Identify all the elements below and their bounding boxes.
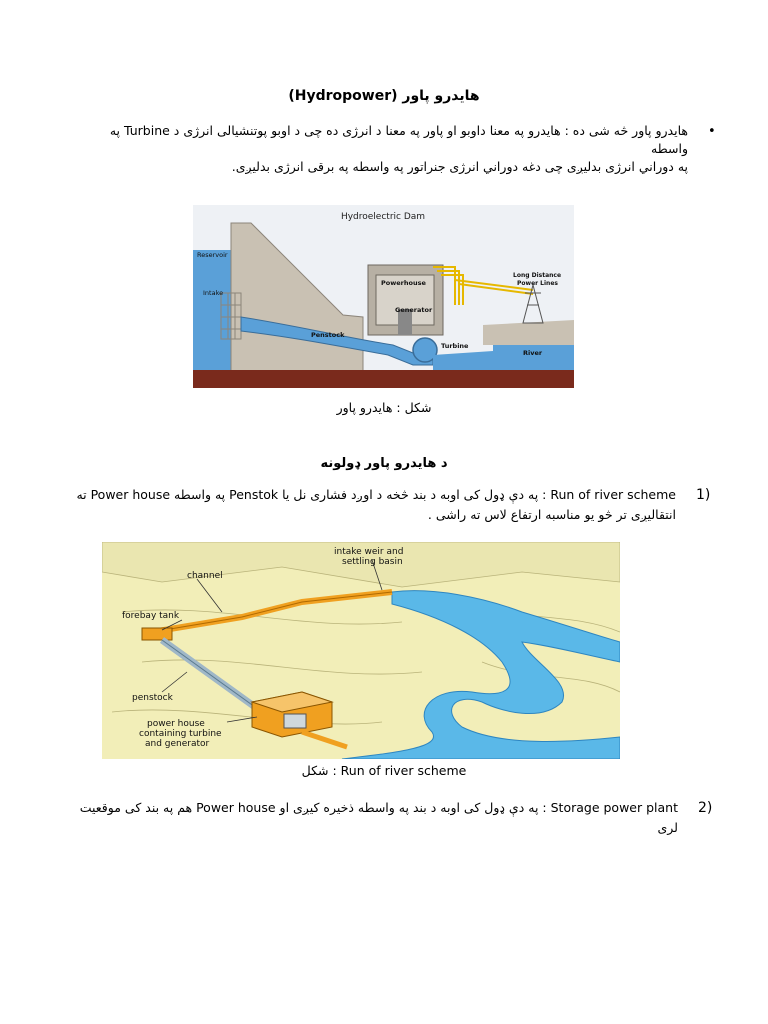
fig2-label-powerhouse-1: power house [147, 719, 205, 729]
fig1-label-turbine: Turbine [441, 342, 469, 350]
item-1-line-1: Run of river scheme : په دې ډول کی اوبه د بند څخه د اوږد فشاری نل یا Penstok په واسطه Power house ته [76, 487, 676, 502]
page-title: هایدرو پاور (Hydropower) [288, 88, 480, 104]
item-1-number: 1) [696, 487, 711, 503]
fig1-label-intake: Intake [203, 289, 224, 297]
item-1-text [70, 485, 676, 525]
intro-line-2: په دوراني انرژی بدلیږی چی دغه دوراني انرژی جنراتور په واسطه په برقی انرژی بدلیږی. [231, 159, 688, 174]
fig1-title: Hydroelectric Dam [340, 212, 426, 222]
fig1-label-lines-1: Long Distance [513, 272, 562, 279]
fig2-label-intake-2: settling basin [342, 557, 403, 567]
fig2-label-powerhouse-3: and generator [145, 739, 210, 749]
intro-paragraph [88, 122, 688, 176]
fig2-label-forebay: forebay tank [122, 611, 180, 621]
item-2-number: 2) [698, 800, 713, 816]
figure-1-caption: شکل : هایدرو پاور [336, 400, 432, 415]
fig1-label-penstock: Penstock [311, 331, 345, 339]
section-heading: د هایدرو پاور ډولونه [320, 456, 448, 471]
item-2-line-2: لری [657, 820, 678, 835]
hydroelectric-dam-figure [193, 205, 574, 388]
fig1-label-powerhouse: Powerhouse [381, 279, 426, 287]
fig2-label-penstock: penstock [132, 693, 173, 703]
item-2-text [66, 798, 678, 838]
fig1-label-reservoir: Reservoir [197, 251, 228, 259]
fig1-label-lines-2: Power Lines [517, 280, 558, 287]
fig1-label-river: River [523, 349, 543, 357]
fig1-label-generator: Generator [395, 306, 433, 314]
item-1-line-2: انتقالیږی تر څو یو مناسبه ارتفاع لاس ته راشی . [427, 507, 676, 522]
intro-line-1: هایدرو پاور څه شی ده : هایدرو په معنا داوبو او پاور په معنا د انرژی ده چی د اوبو پوتنشیالی انرژی د Turbine په واسطه [109, 123, 688, 156]
fig2-label-powerhouse-2: containing turbine [139, 729, 222, 739]
fig2-label-intake-1: intake weir and [334, 547, 404, 557]
bullet-icon: • [708, 124, 716, 139]
figure-2-caption: Run of river scheme : شکل [301, 763, 467, 778]
run-of-river-figure [102, 542, 620, 759]
item-2-line-1: Storage power plant : په دې ډول کی اوبه د بند په واسطه ذخیره کیږی او Power house هم په بند کی موقعیت [79, 800, 678, 815]
fig2-label-channel: channel [187, 571, 223, 581]
